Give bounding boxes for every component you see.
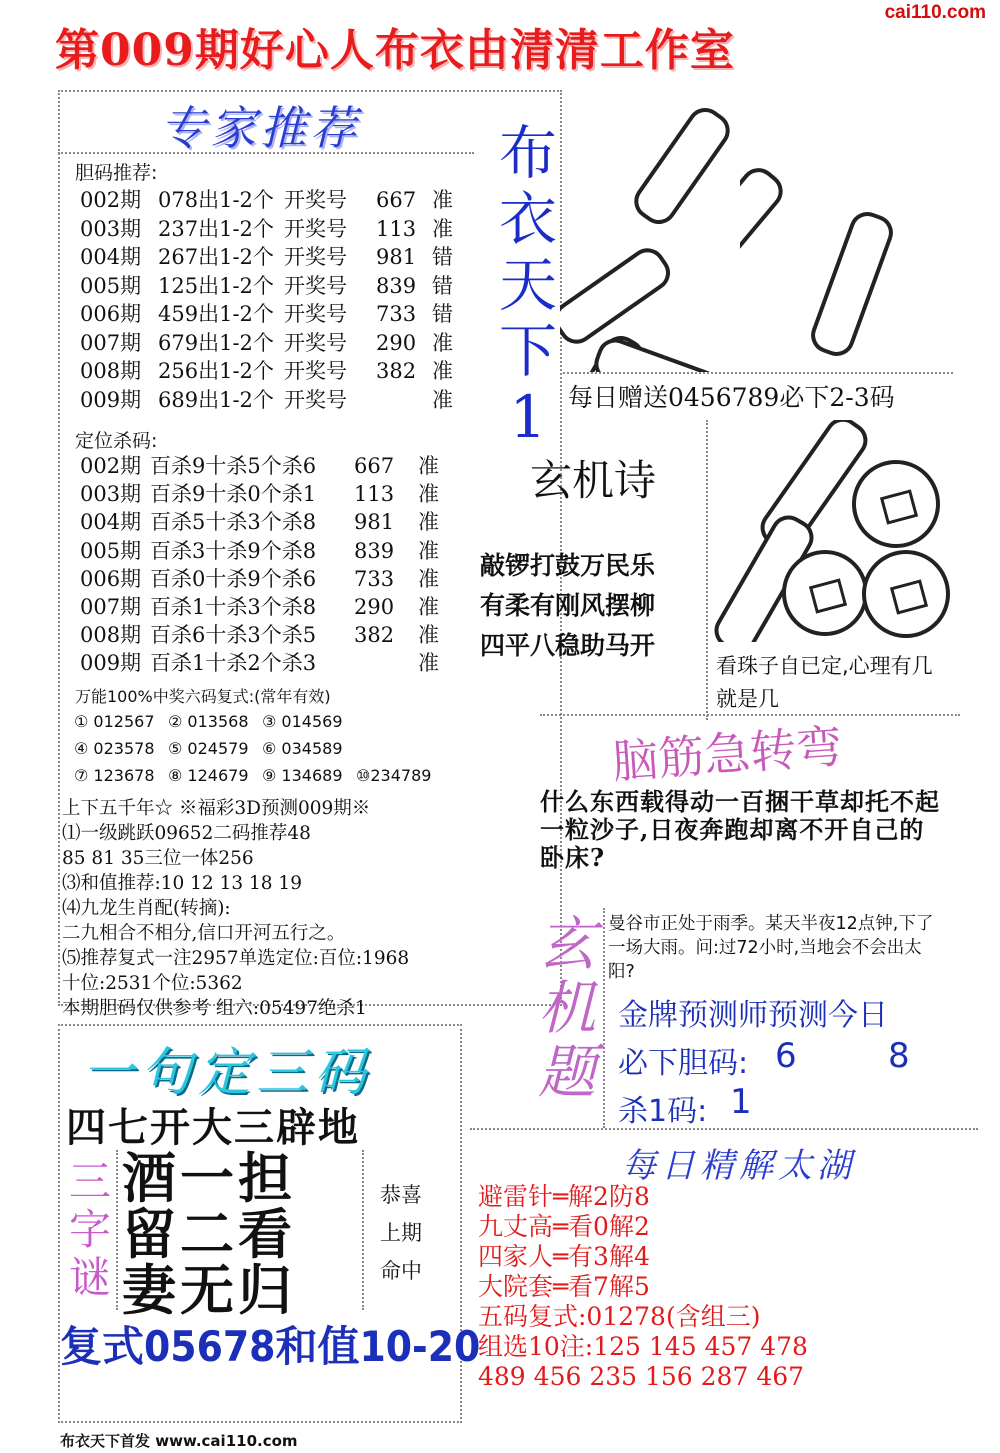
row-period: 007期 [80,595,142,620]
row-period: 007期 [80,330,142,355]
row-pick: 百杀6十杀3个杀5 [150,623,317,648]
row-result: 113 [376,216,417,241]
congrats-line: 恭喜 [380,1183,422,1207]
table-row [80,272,453,301]
row-period: 005期 [80,538,142,563]
row-label: 开奖号 [284,387,347,412]
row-label: 开奖号 [284,245,347,269]
row-result: 113 [354,482,395,507]
taihu-line: 组选10注:125 145 457 478 [478,1332,808,1361]
six-code: ② 013568 [168,712,249,731]
table-row [80,243,453,272]
mi-line: 妻无归 [122,1258,296,1322]
buyi-char: 1 [509,383,547,451]
taihu-line: 五码复式:01278(含组三) [478,1302,761,1331]
fc3d-line: 十位:2531个位:5362 [62,973,243,994]
table-row [80,621,439,649]
row-result: 981 [376,245,417,269]
fc3d-line: ⑷九龙生肖配(转摘): [62,898,231,919]
row-period: 009期 [80,387,142,412]
row-result: 382 [376,359,417,383]
row-pick: 125出1-2个 [158,273,274,298]
six-code: ④ 023578 [74,739,155,758]
six-code: ⑥ 034589 [262,739,343,758]
row-result: 733 [354,566,395,591]
sanma-phrase: 四七开大三辟地 [66,1105,360,1151]
beads-image [712,420,952,642]
footer[interactable]: 布衣天下首发 www.cai110.com [60,1432,298,1450]
six-label: 万能100%中奖六码复式:(常年有效) [75,687,331,706]
row-label: 开奖号 [284,188,347,212]
buyi-char: 天 [498,251,557,319]
sticks-image [560,82,740,372]
table-row [80,508,439,536]
row-pick: 百杀9十杀5个杀6 [150,454,317,478]
six-code: ⑤ 024579 [168,739,249,758]
row-mark: 准 [432,216,453,241]
xuanji-char: 题 [537,1038,596,1106]
sanma-title: 一句定三码 [82,1043,373,1103]
fc3d-line: 二九相合不相分,信口开河五行之。 [62,923,346,944]
row-pick: 078出1-2个 [158,188,274,212]
buyi-char: 下 [498,317,557,385]
table-row [80,565,439,593]
row-mark: 准 [418,482,439,507]
riddle-title: 脑筋急转弯 [610,719,844,789]
row-label: 开奖号 [284,330,347,355]
row-mark: 准 [418,566,439,591]
table-row [80,480,439,508]
row-period: 006期 [80,566,142,591]
row-period: 005期 [80,273,142,298]
row-result: 667 [354,454,395,478]
row-pick: 267出1-2个 [158,245,274,269]
taihu-title: 每日精解太湖 [622,1146,856,1186]
xuanji-title [535,912,599,1104]
row-label: 开奖号 [284,273,347,298]
six-table [74,708,450,789]
row-period: 004期 [80,510,142,535]
row-mark: 准 [432,387,453,412]
row-period: 004期 [80,245,142,269]
row-result: 733 [376,302,417,326]
row-period: 009期 [80,651,142,676]
row-pick: 679出1-2个 [158,330,274,355]
row-pick: 237出1-2个 [158,216,274,241]
taihu-line: 九丈高═看0解2 [478,1212,650,1241]
row-pick: 百杀9十杀0个杀1 [150,482,317,507]
table-row [80,357,453,386]
kill-table [80,452,439,678]
row-mark: 错 [432,245,453,269]
poem-line: 敲锣打鼓万民乐 [480,551,656,580]
row-mark: 准 [418,595,439,620]
taihu-line: 489 456 235 156 287 467 [478,1362,805,1391]
row-pick: 256出1-2个 [158,359,274,383]
site-logo[interactable]: cai110.com [884,2,986,23]
row-mark: 准 [432,359,453,383]
kill1-label: 杀1码: [618,1094,708,1129]
row-mark: 准 [418,651,439,676]
poem-line: 四平八稳助马开 [480,631,656,660]
six-code: ⑩234789 [356,766,432,785]
row-mark: 准 [432,330,453,355]
fc3d-line: 85 81 35三位一体256 [62,848,254,869]
table-row [80,537,439,565]
table-row [80,452,439,480]
row-pick: 百杀3十杀9个杀8 [150,538,317,563]
list-item [74,735,450,762]
row-mark: 错 [432,273,453,298]
fc3d-line: ⑶和值推荐:10 12 13 18 19 [62,873,302,894]
fc3d-line: 上下五千年☆ ※福彩3D预测009期※ [62,798,371,819]
row-mark: 准 [418,538,439,563]
fc3d-line: ⑴一级跳跃09652二码推荐48 [62,823,311,844]
fc3d-block [62,796,409,1021]
dan-label: 胆码推荐: [75,162,158,184]
fc3d-line: 本期胆码仅供参考 组六:05497绝杀1 [62,998,367,1019]
must-label: 必下胆码: [618,1046,749,1081]
poem-lines [480,546,655,666]
buyi-vertical [498,120,558,450]
table-row [80,300,453,329]
sticks-image-2 [740,150,920,380]
list-item [74,762,450,789]
poem-title: 玄机诗 [530,456,657,505]
gold-title: 金牌预测师预测今日 [618,998,888,1033]
row-period: 002期 [80,454,142,478]
row-result: 667 [376,188,417,212]
row-label: 开奖号 [284,302,347,326]
row-period: 008期 [80,623,142,648]
row-period: 003期 [80,482,142,507]
xuanji-char: 机 [537,974,596,1042]
row-result: 981 [354,510,395,535]
six-code: ⑧ 124679 [168,766,249,785]
mi-char: 三 [68,1157,111,1206]
row-period: 003期 [80,216,142,241]
mi-line: 酒一担 [122,1146,296,1210]
six-code: ① 012567 [74,712,155,731]
row-period: 008期 [80,359,142,383]
row-mark: 准 [432,188,453,212]
row-pick: 百杀1十杀2个杀3 [150,651,317,676]
row-pick: 百杀1十杀3个杀8 [150,595,317,620]
mi-label [60,1158,120,1302]
row-mark: 准 [418,454,439,478]
dan-table [80,186,453,414]
row-period: 006期 [80,302,142,326]
page-title: 第009期好心人布衣由清清工作室 [55,25,735,76]
row-label: 开奖号 [284,359,347,383]
row-pick: 百杀0十杀9个杀6 [150,566,317,591]
mi-char: 谜 [68,1253,111,1302]
taihu-lines [478,1182,808,1392]
must-b: 8 [888,1036,910,1076]
six-code: ⑨ 134689 [262,766,343,785]
expert-heading: 专家推荐 [160,101,360,155]
six-code: ⑦ 123678 [74,766,155,785]
kill1-val: 1 [730,1082,752,1122]
row-mark: 准 [418,623,439,648]
six-code: ③ 014569 [262,712,343,731]
mi-char: 字 [68,1205,111,1254]
row-period: 002期 [80,188,142,212]
must-a: 6 [775,1036,797,1076]
table-row [80,215,453,244]
row-pick: 百杀5十杀3个杀8 [150,510,317,535]
riddle-text: 什么东西载得动一百捆干草却托不起一粒沙子,日夜奔跑却离不开自己的卧床? [540,787,940,872]
row-result: 382 [354,623,395,648]
row-result: 290 [354,595,395,620]
mi-lines [122,1146,296,1322]
list-item [74,708,450,735]
row-label: 开奖号 [284,216,347,241]
table-row [80,649,439,677]
kill-label: 定位杀码: [75,430,158,452]
taihu-line: 大院套═看7解5 [478,1272,650,1301]
table-row [80,386,453,415]
buyi-char: 布 [498,119,557,187]
table-row [80,329,453,358]
poem-line: 有柔有刚风摆柳 [480,591,656,620]
congrats [380,1176,422,1290]
table-row [80,186,453,215]
buyi-char: 衣 [498,185,557,253]
congrats-line: 上期 [380,1221,422,1245]
row-pick: 459出1-2个 [158,302,274,326]
row-pick: 689出1-2个 [158,387,274,412]
row-mark: 错 [432,302,453,326]
row-result: 290 [376,330,417,355]
fc3d-line: ⑸推荐复式一注2957单选定位:百位:1968 [62,948,410,969]
xuanji-char: 玄 [537,910,596,978]
table-row [80,593,439,621]
taihu-line: 避雷针═解2防8 [478,1182,650,1211]
congrats-line: 命中 [380,1259,422,1283]
row-result: 839 [376,273,417,298]
gift-text: 每日赠送0456789必下2-3码 [568,383,895,412]
beads-note: 看珠子自已定,心理有几就是几 [716,654,933,711]
row-mark: 准 [418,510,439,535]
row-result: 839 [354,538,395,563]
mi-line: 留二看 [122,1202,296,1266]
taihu-line: 四家人═有3解4 [478,1242,650,1271]
xuanji-text: 曼谷市正处于雨季。某天半夜12点钟,下了一场大雨。问:过72小时,当地会不会出太阳? [608,914,934,982]
fushi: 复式05678和值10-20 [60,1322,481,1371]
